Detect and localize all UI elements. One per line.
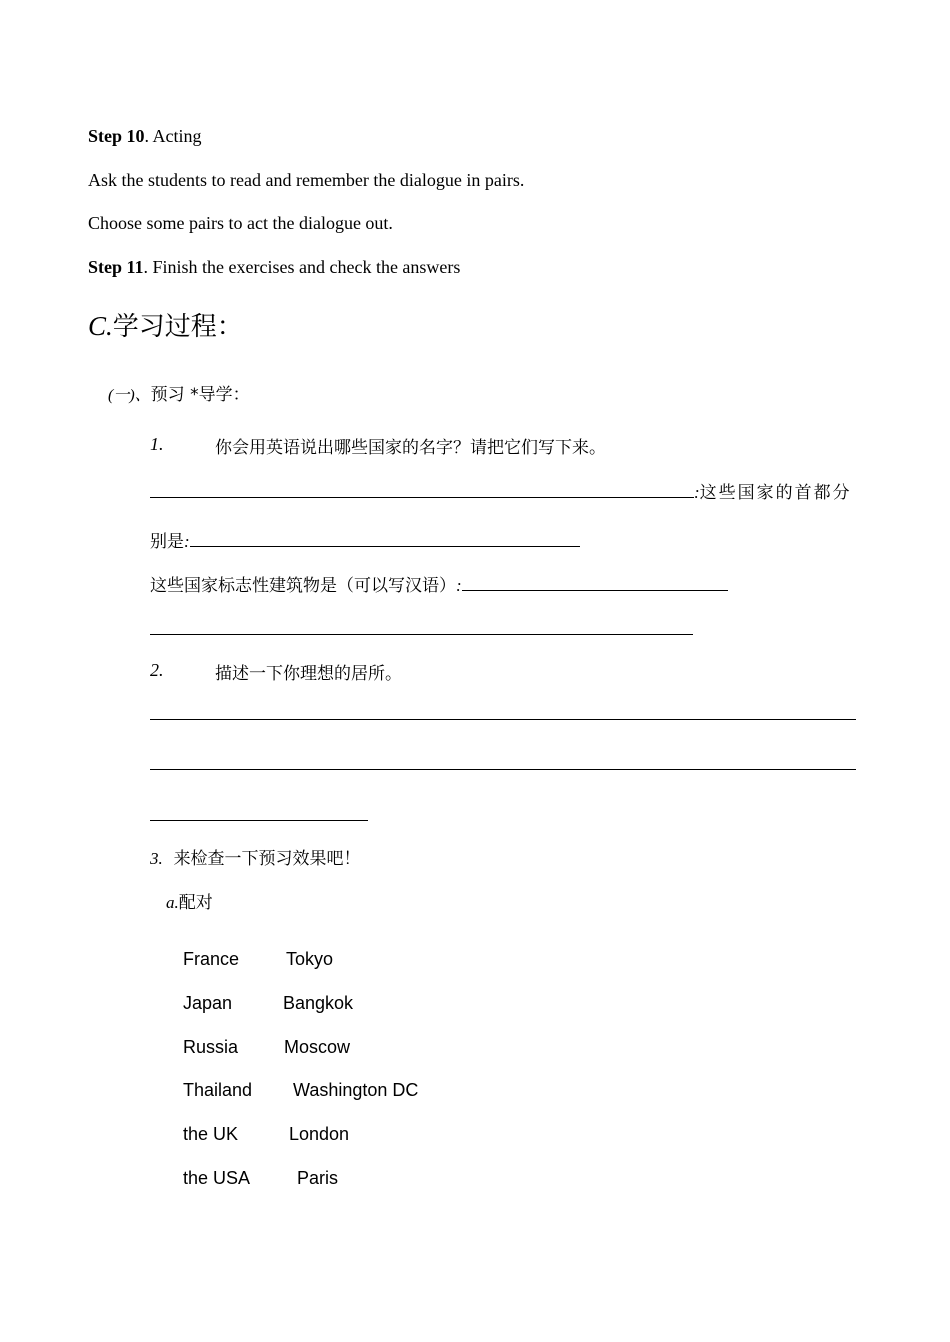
- q2-answer-line-2[interactable]: [150, 769, 856, 770]
- matching-capital: London: [289, 1124, 350, 1144]
- q1-number: 1.: [150, 434, 164, 454]
- q1-text: 你会用英语说出哪些国家的名字？请把它们写下来。: [215, 438, 606, 458]
- q2-answer-line-1[interactable]: [150, 719, 856, 720]
- section-c-title: 学习过程：: [112, 312, 243, 342]
- step-11-text: . Finish the exercises and check the answers: [143, 257, 461, 277]
- step-11-line: [88, 257, 460, 278]
- step-11-label: Step 11: [88, 257, 144, 277]
- matching-capital: Bangkok: [283, 993, 354, 1013]
- section-c-letter: C.: [88, 311, 113, 341]
- instruction-choose: Choose some pairs to act the dialogue out.: [88, 213, 393, 233]
- step-10-line: [88, 126, 202, 147]
- q3-line: [150, 844, 361, 869]
- q3-text: 来检查一下预习效果吧！: [173, 849, 361, 869]
- q2-number: 2.: [150, 660, 164, 680]
- landmarks-answer-blank-2[interactable]: [150, 634, 693, 635]
- matching-country: Japan: [183, 993, 233, 1013]
- step-10-text: . Acting: [144, 126, 202, 146]
- matching-capital: Moscow: [284, 1037, 351, 1057]
- matching-country: France: [183, 949, 240, 969]
- landmarks-answer-blank[interactable]: [462, 572, 728, 591]
- subsection-prefix: (一)、: [108, 387, 151, 404]
- q1-capitals-head: 别是: [150, 532, 184, 552]
- q2-answer-line-3[interactable]: [150, 820, 368, 821]
- q3-number: 3.: [150, 849, 163, 868]
- q1-capitals-tail: 这些国家的首都分: [699, 483, 852, 503]
- matching-country: Russia: [183, 1037, 239, 1057]
- matching-capital: Paris: [297, 1168, 339, 1188]
- matching-country: the UK: [183, 1124, 239, 1144]
- matching-country: the USA: [183, 1168, 251, 1188]
- section-c-heading: [88, 306, 243, 343]
- q3a-label: a.: [166, 893, 179, 912]
- matching-country: Thailand: [183, 1080, 253, 1100]
- matching-capital: Washington DC: [293, 1080, 419, 1100]
- countries-answer-blank[interactable]: [150, 479, 694, 498]
- q3a-text: 配对: [178, 893, 213, 913]
- matching-capital: Tokyo: [286, 949, 334, 969]
- subsection-heading: [108, 380, 250, 405]
- subsection-title: 预习 *导学：: [150, 385, 250, 405]
- q1-landmarks-line: 这些国家标志性建筑物是（可以写汉语）:: [150, 571, 728, 596]
- capitals-answer-blank[interactable]: [190, 528, 580, 547]
- q1-capitals-line: 别是:: [150, 527, 580, 552]
- q3a-line: [166, 888, 213, 913]
- instruction-ask: Ask the students to read and remember the dialogue in pairs.: [88, 170, 525, 190]
- q1-countries-line: :这些国家的首都分: [150, 478, 852, 503]
- q2-text: 描述一下你理想的居所。: [215, 664, 402, 684]
- step-10-label: Step 10: [88, 126, 145, 146]
- q1-landmarks-text: 这些国家标志性建筑物是（可以写汉语）: [150, 576, 456, 596]
